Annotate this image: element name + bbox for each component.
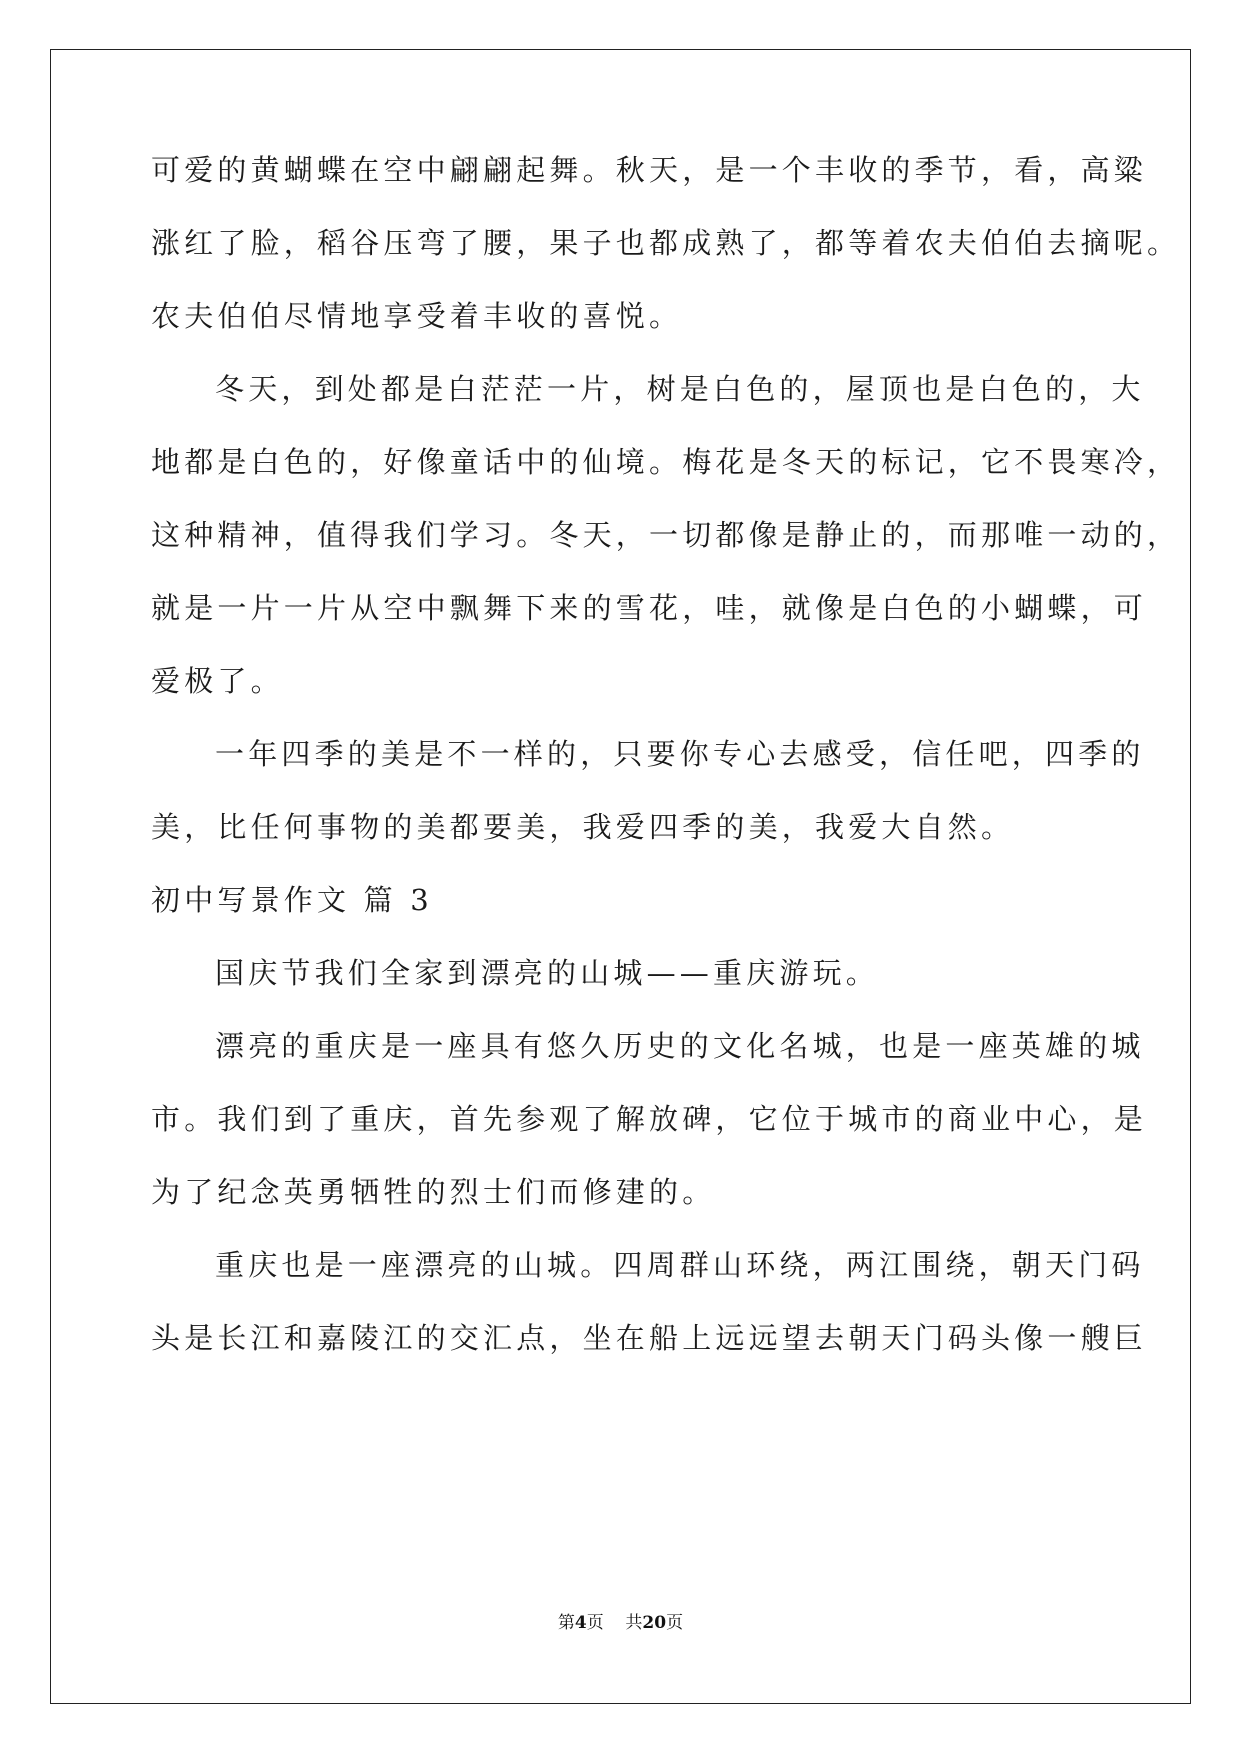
text-line: 爱极了。 (151, 664, 284, 698)
page-number: 4 (574, 1613, 587, 1633)
paragraph-first-line: 一年四季的美是不一样的，只要你专心去感受，信任吧，四季的 (215, 737, 1145, 771)
page-prefix: 第 (557, 1613, 575, 1633)
paragraph-first-line: 冬天，到处都是白茫茫一片，树是白色的，屋顶也是白色的，大 (215, 372, 1145, 406)
page-footer (0, 1608, 1241, 1633)
text-line: 为了纪念英勇牺牲的烈士们而修建的。 (151, 1175, 716, 1209)
text-line: 市。我们到了重庆，首先参观了解放碑，它位于城市的商业中心，是 (151, 1102, 1148, 1136)
page-suffix: 页 (586, 1613, 604, 1633)
paragraph-first-line: 国庆节我们全家到漂亮的山城——重庆游玩。 (215, 956, 880, 990)
paragraph-first-line: 重庆也是一座漂亮的山城。四周群山环绕，两江围绕，朝天门码 (215, 1248, 1145, 1282)
text-line: 头是长江和嘉陵江的交汇点，坐在船上远远望去朝天门码头像一艘巨 (151, 1321, 1148, 1355)
section-heading: 初中写景作文 篇 3 (151, 883, 433, 917)
text-line: 就是一片一片从空中飘舞下来的雪花，哇，就像是白色的小蝴蝶，可 (151, 591, 1148, 625)
text-line: 地都是白色的，好像童话中的仙境。梅花是冬天的标记，它不畏寒冷， (151, 445, 1181, 479)
total-suffix: 页 (666, 1613, 684, 1633)
total-prefix: 共 (625, 1613, 643, 1633)
paragraph-first-line: 漂亮的重庆是一座具有悠久历史的文化名城，也是一座英雄的城 (215, 1029, 1145, 1063)
text-line: 涨红了脸，稻谷压弯了腰，果子也都成熟了，都等着农夫伯伯去摘呢。 (151, 226, 1181, 260)
text-line: 美，比任何事物的美都要美，我爱四季的美，我爱大自然。 (151, 810, 1015, 844)
text-line: 这种精神，值得我们学习。冬天，一切都像是静止的，而那唯一动的， (151, 518, 1181, 552)
text-line: 农夫伯伯尽情地享受着丰收的喜悦。 (151, 299, 683, 333)
total-pages: 20 (642, 1613, 667, 1633)
text-line: 可爱的黄蝴蝶在空中翩翩起舞。秋天，是一个丰收的季节，看，高粱 (151, 153, 1148, 187)
